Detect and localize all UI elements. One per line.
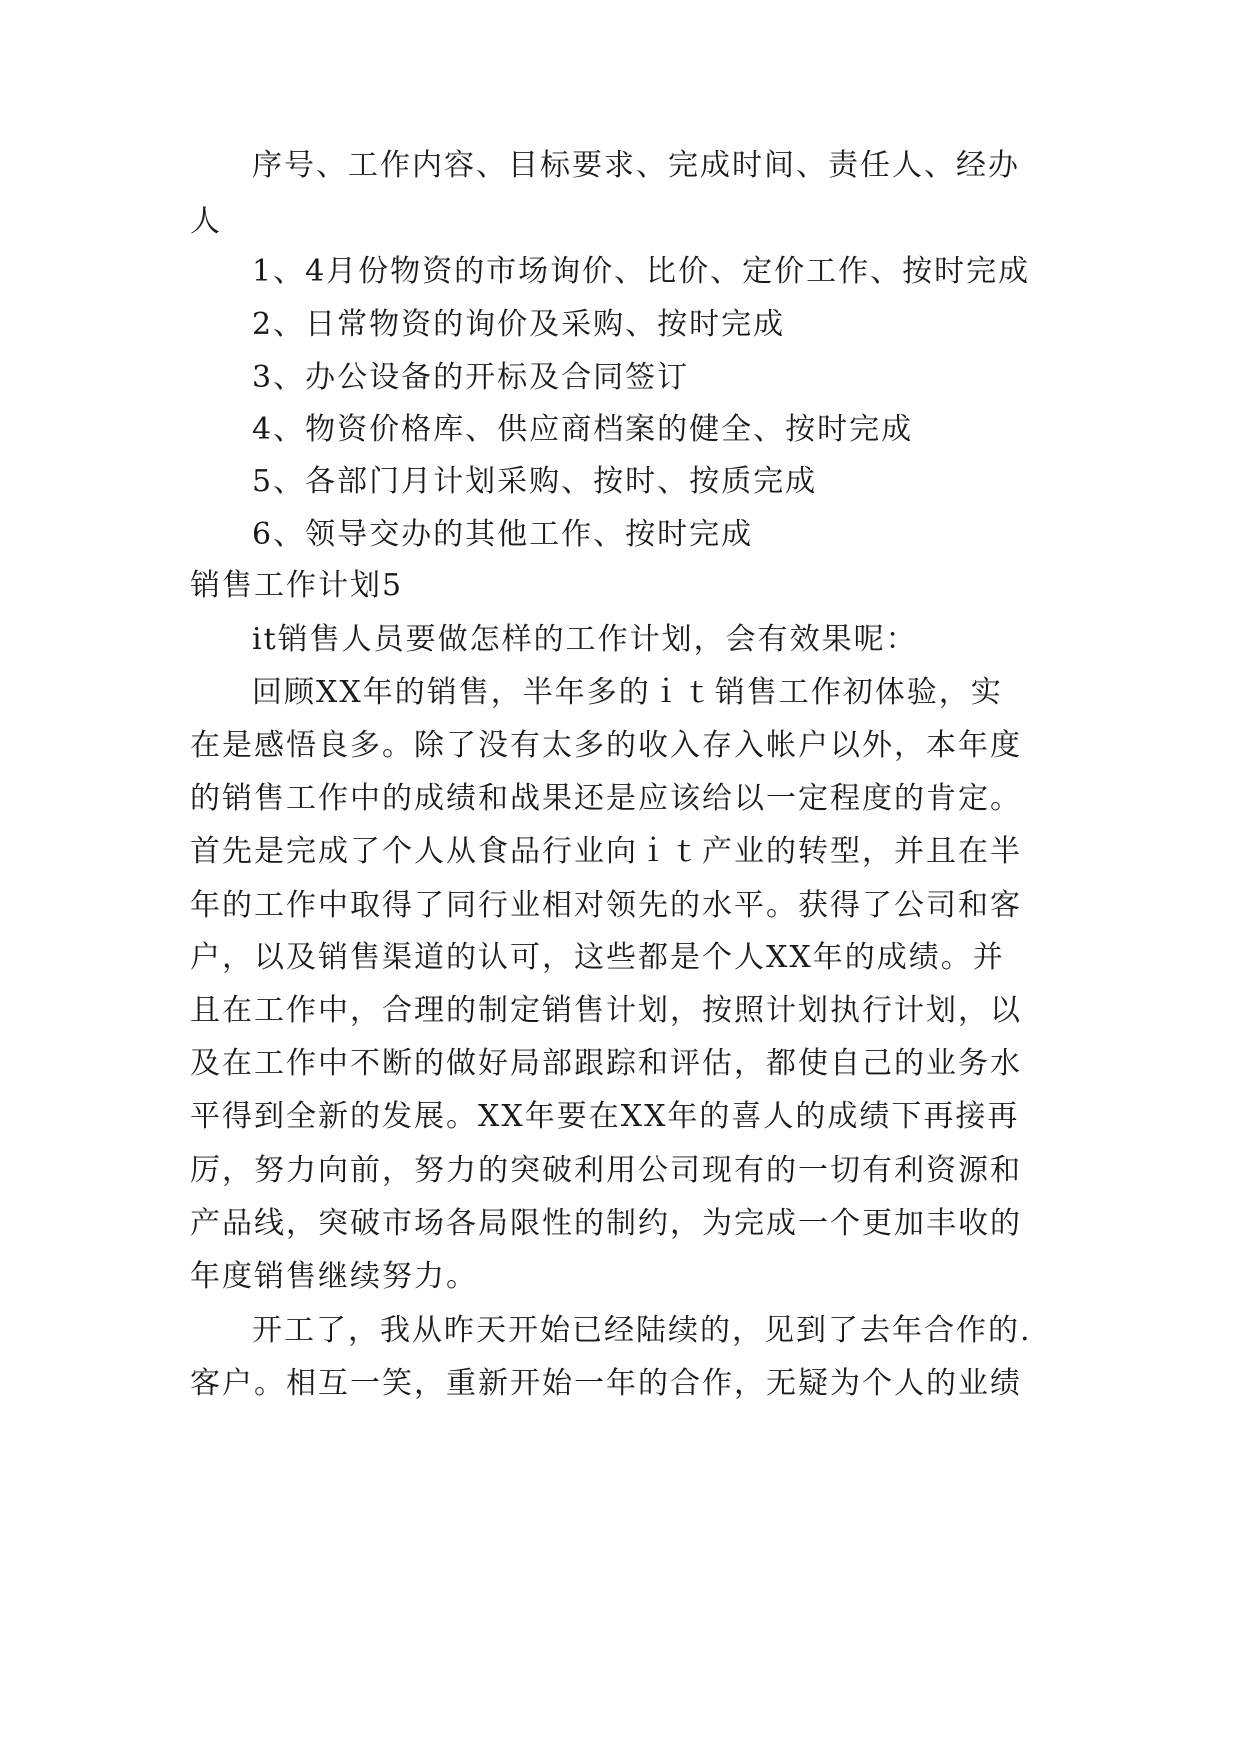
task-item: 6、领导交办的其他工作、按时完成 xyxy=(252,517,754,552)
task-item: 5、各部门月计划采购、按时、按质完成 xyxy=(252,464,818,499)
paragraph-line: 的销售工作中的成绩和战果还是应该给以一定程度的肯定。 xyxy=(190,781,1022,816)
paragraph-line: 回顾XX年的销售，半年多的ｉｔ销售工作初体验，实 xyxy=(252,675,1003,710)
paragraph-line: 在是感悟良多。除了没有太多的收入存入帐户以外，本年度 xyxy=(190,728,1022,763)
paragraph-line: 产品线，突破市场各局限性的制约，为完成一个更加丰收的 xyxy=(190,1206,1022,1241)
paragraph-line: 首先是完成了个人从食品行业向ｉｔ产业的转型，并且在半 xyxy=(190,834,1022,869)
task-item: 2、日常物资的询价及采购、按时完成 xyxy=(252,307,786,342)
section-title: 销售工作计划5 xyxy=(190,568,404,603)
paragraph-line: 户，以及销售渠道的认可，这些都是个人XX年的成绩。并 xyxy=(190,940,1005,975)
paragraph-line: 年的工作中取得了同行业相对领先的水平。获得了公司和客 xyxy=(190,888,1022,923)
paragraph-line: 及在工作中不断的做好局部跟踪和评估，都使自己的业务水 xyxy=(190,1046,1022,1081)
paragraph-line: 年度销售继续努力。 xyxy=(190,1259,478,1294)
paragraph-line: 客户。相互一笑，重新开始一年的合作，无疑为个人的业绩 xyxy=(190,1366,1022,1401)
paragraph-line: 厉，努力向前，努力的突破利用公司现有的一切有利资源和 xyxy=(190,1153,1022,1188)
task-item: 4、物资价格库、供应商档案的健全、按时完成 xyxy=(252,412,914,447)
paragraph-line: 平得到全新的发展。XX年要在XX年的喜人的成绩下再接再 xyxy=(190,1099,1020,1134)
intro-line: it销售人员要做怎样的工作计划，会有效果呢： xyxy=(252,622,918,657)
task-item: 3、办公设备的开标及合同签订 xyxy=(252,360,690,395)
paragraph-line: 开工了，我从昨天开始已经陆续的，见到了去年合作的. xyxy=(252,1313,1032,1348)
task-item: 1、4月份物资的市场询价、比价、定价工作、按时完成 xyxy=(252,254,1031,289)
table-header-line-wrap: 人 xyxy=(190,204,222,239)
paragraph-line: 且在工作中，合理的制定销售计划，按照计划执行计划，以 xyxy=(190,993,1022,1028)
table-header-line: 序号、工作内容、目标要求、完成时间、责任人、经办 xyxy=(252,148,1020,183)
